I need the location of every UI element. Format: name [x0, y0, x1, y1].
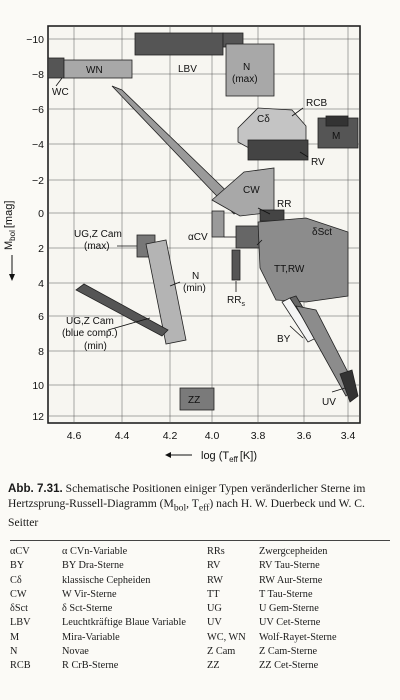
- x-tick: 4.2: [162, 430, 178, 442]
- label-ttrw: TT,RW: [274, 264, 305, 275]
- label-m: M: [332, 131, 341, 142]
- legend-row: [10, 545, 193, 559]
- legend-code: TT: [207, 588, 220, 600]
- legend-desc: RV Tau-Sterne: [259, 560, 320, 572]
- region-acv: [212, 211, 224, 237]
- legend-code: RW: [207, 574, 224, 586]
- y-axis-arrow: [9, 255, 15, 281]
- label-ug-min-2: (blue comp.): [62, 328, 118, 339]
- legend-desc: R CrB-Sterne: [62, 660, 119, 672]
- region-dsct: [236, 226, 260, 248]
- label-ug-max-2: (max): [84, 241, 110, 252]
- legend-desc: klassische Cepheiden: [62, 574, 151, 586]
- legend-desc: T Tau-Sterne: [259, 588, 313, 600]
- label-uv: UV: [322, 397, 336, 408]
- label-rr: RR: [277, 199, 292, 210]
- x-tick: 4.4: [114, 430, 130, 442]
- legend-code: BY: [10, 560, 25, 572]
- legend-row: [207, 616, 390, 630]
- y-axis-label: [3, 201, 17, 250]
- legend-row: [10, 659, 193, 673]
- y-tick: 10: [32, 380, 44, 392]
- legend-code: RV: [207, 560, 221, 572]
- legend-row: [10, 588, 193, 602]
- legend-desc: ZZ Cet-Sterne: [259, 660, 319, 672]
- label-dsct: δSct: [312, 227, 333, 238]
- label-rcb: RCB: [306, 98, 328, 109]
- y-tick: 6: [38, 311, 44, 323]
- legend-code: αCV: [10, 546, 30, 557]
- caption-text: Schematische Positionen einiger Typen veränderlicher Sterne im Hertzsprung-Russell-Diagramm (M: [8, 482, 366, 510]
- legend-row: [207, 559, 390, 573]
- caption-number: Abb. 7.31.: [8, 482, 63, 495]
- legend-code: WC, WN: [207, 631, 246, 643]
- legend-code: Cδ: [10, 574, 22, 586]
- y-tick: 12: [32, 411, 44, 423]
- legend-column-left: [10, 545, 193, 674]
- region-ttrw: [258, 218, 348, 302]
- label-zz: ZZ: [188, 395, 201, 406]
- x-tick: 4.6: [66, 430, 82, 442]
- figure-caption: [8, 481, 392, 530]
- legend-row: [207, 588, 390, 602]
- legend-code: Z Cam: [207, 646, 236, 658]
- y-tick: 8: [38, 346, 44, 358]
- legend-row: [207, 545, 390, 559]
- legend-row: [10, 631, 193, 645]
- region-wc: [48, 58, 64, 78]
- label-ug-max-1: UG,Z Cam: [74, 229, 122, 240]
- y-tick-labels: [26, 34, 44, 423]
- label-wn: WN: [86, 65, 103, 76]
- x-axis-arrow: [165, 452, 192, 458]
- x-tick: 3.6: [296, 430, 312, 442]
- x-tick: 3.4: [340, 430, 356, 442]
- label-cdelta: Cδ: [257, 114, 270, 125]
- abbreviation-legend: [10, 540, 390, 674]
- legend-code: RCB: [10, 660, 31, 672]
- x-axis-label: $\log (T_{eff}$ [K]): [201, 450, 257, 464]
- legend-column-right: [207, 545, 390, 674]
- y-tick: −10: [26, 34, 44, 46]
- x-tick-labels: [67, 430, 356, 442]
- label-acv: αCV: [188, 232, 208, 243]
- label-n-min-2: (min): [183, 283, 206, 294]
- legend-desc: UV Cet-Sterne: [259, 617, 321, 629]
- region-rv: [248, 140, 308, 160]
- x-tick: 4.0: [204, 430, 220, 442]
- legend-code: N: [10, 646, 18, 658]
- y-tick: −8: [32, 69, 44, 81]
- legend-row: [10, 645, 193, 659]
- legend-desc: Z Cam-Sterne: [259, 646, 318, 658]
- region-lbv: [135, 33, 223, 55]
- legend-code: LBV: [10, 617, 31, 629]
- legend-desc: Mira-Variable: [62, 631, 120, 643]
- legend-code: UG: [207, 603, 222, 615]
- legend-desc: Zwergcepheiden: [259, 546, 328, 557]
- legend-code: UV: [207, 617, 222, 629]
- region-m-inner: [326, 116, 348, 126]
- label-cw: CW: [243, 185, 260, 196]
- region-rr: [260, 210, 284, 221]
- label-n-max-1: N: [243, 62, 251, 73]
- legend-row: [10, 616, 193, 630]
- legend-desc: BY Dra-Sterne: [62, 560, 124, 572]
- legend-row: [207, 602, 390, 616]
- legend-code: δSct: [10, 603, 29, 615]
- y-tick: 4: [38, 278, 44, 290]
- label-wc: WC: [52, 87, 69, 98]
- legend-row: [207, 631, 390, 645]
- y-tick: 0: [38, 208, 44, 220]
- legend-row: [10, 574, 193, 588]
- svg-text:Mbol[mag]: $M_{bol}[mag]$: [3, 200, 17, 250]
- legend-desc: δ Sct-Sterne: [62, 603, 113, 615]
- caption-comma: , T: [186, 497, 199, 510]
- label-rrs: $RR_s$: [227, 295, 245, 308]
- caption-t-sub: eff: [198, 502, 210, 514]
- label-lbv: LBV: [178, 64, 197, 75]
- legend-row: [207, 645, 390, 659]
- label-ug-min-3: (min): [84, 341, 107, 352]
- legend-row: [207, 659, 390, 673]
- y-tick: −6: [32, 104, 44, 116]
- legend-desc: W Vir-Sterne: [62, 588, 117, 600]
- caption-tail: ) nach H. W. Duerbeck und W. C. Seitter: [8, 497, 365, 530]
- legend-desc: Novae: [62, 646, 89, 658]
- legend-desc: α CVn-Variable: [62, 546, 128, 557]
- label-ug-min-1: UG,Z Cam: [66, 316, 114, 327]
- legend-desc: Leuchtkräftige Blaue Variable: [62, 617, 186, 629]
- legend-row: [10, 559, 193, 573]
- legend-code: ZZ: [207, 660, 220, 672]
- legend-desc: U Gem-Sterne: [259, 603, 319, 615]
- y-tick: −4: [32, 139, 44, 151]
- region-rrs: [232, 250, 240, 280]
- legend-code: RRs: [207, 546, 225, 557]
- label-rv: RV: [311, 157, 325, 168]
- y-tick: 2: [38, 243, 44, 255]
- caption-m-sub: bol: [173, 502, 187, 514]
- legend-code: M: [10, 631, 20, 643]
- legend-row: [207, 574, 390, 588]
- label-by: BY: [277, 334, 291, 345]
- legend-code: CW: [10, 588, 27, 600]
- y-tick: −2: [32, 175, 44, 187]
- label-n-max-2: (max): [232, 74, 258, 85]
- legend-desc: RW Aur-Sterne: [259, 574, 323, 586]
- label-n-min-1: N: [192, 271, 200, 282]
- x-tick: 3.8: [250, 430, 266, 442]
- legend-row: [10, 602, 193, 616]
- legend-desc: Wolf-Rayet-Sterne: [259, 631, 337, 643]
